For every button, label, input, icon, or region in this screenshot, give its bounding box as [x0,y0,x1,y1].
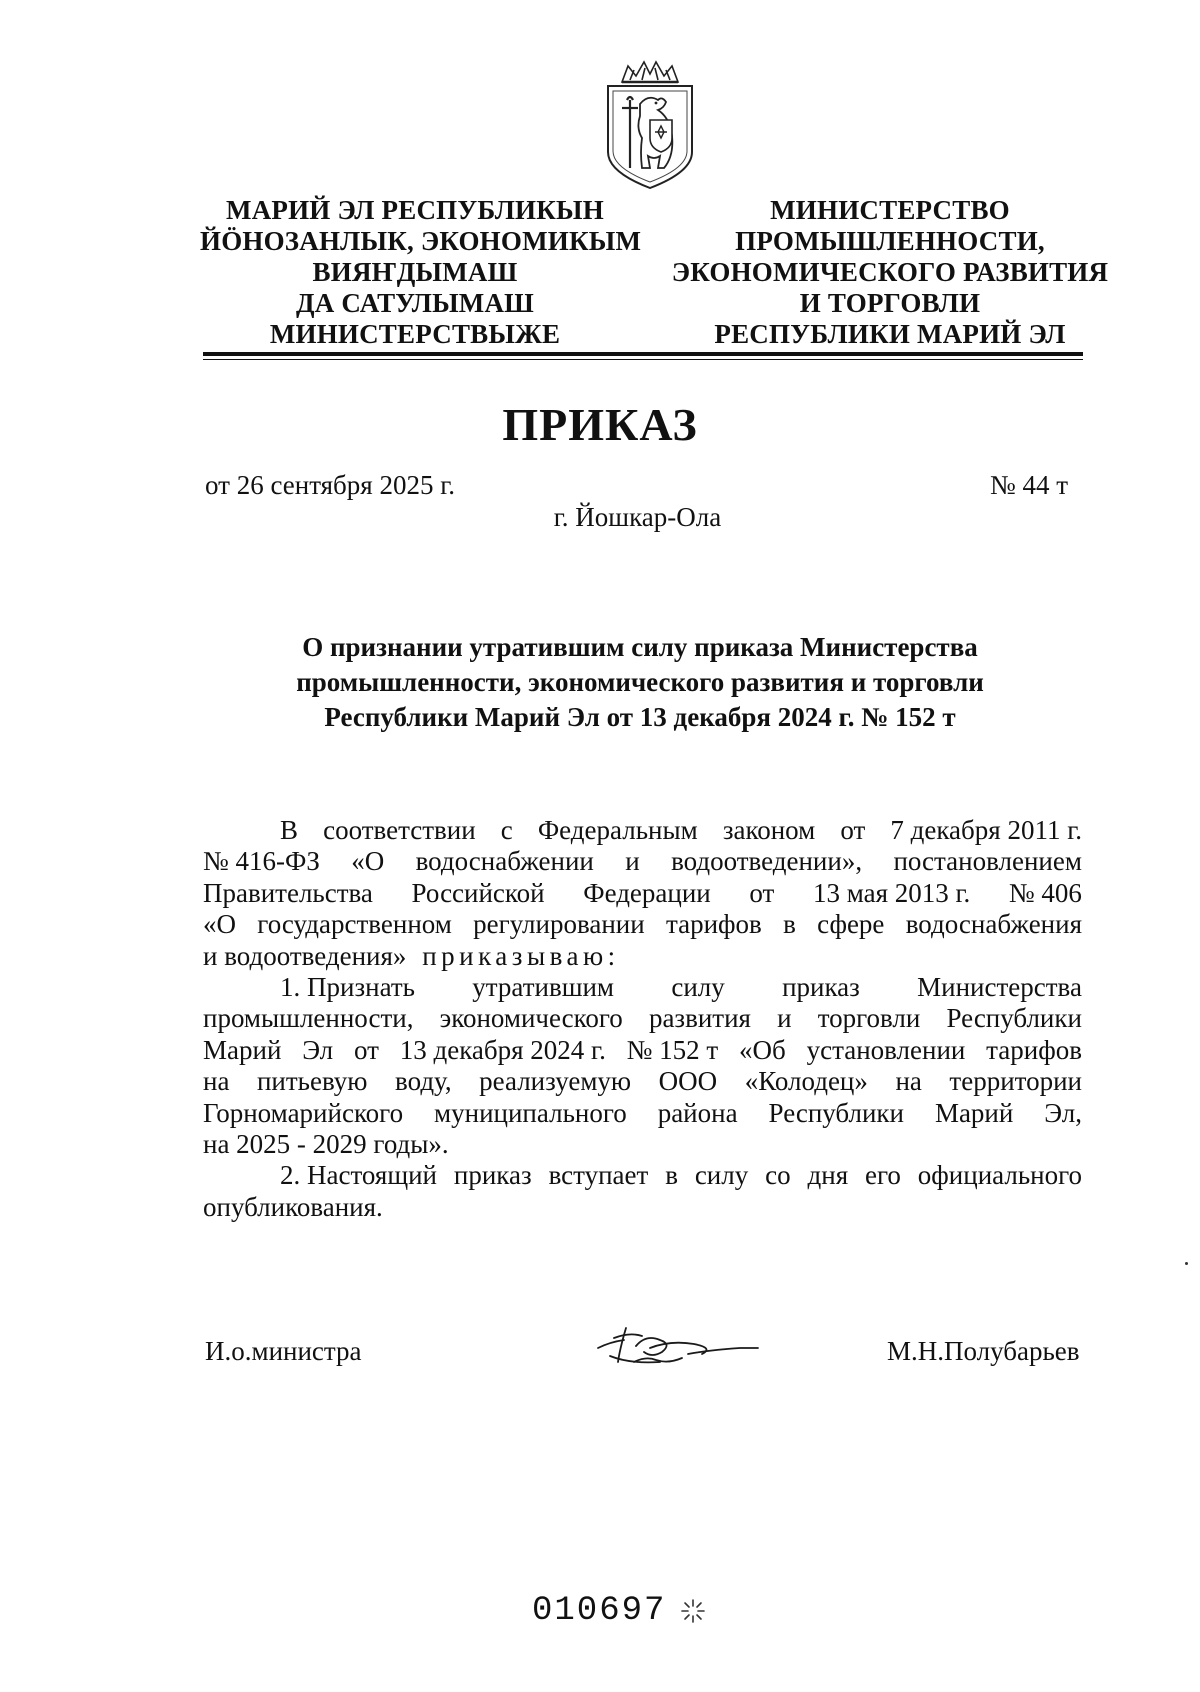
body-word: официального [917,1160,1082,1191]
header-left-line: МИНИСТЕРСТВЫЖЕ [269,319,561,349]
header-right-line: ЭКОНОМИЧЕСКОГО РАЗВИТИЯ [671,257,1109,287]
signatory-name: М.Н.Полубарьев [887,1336,1080,1366]
body-word: регулировании [473,909,645,940]
body-word: Правительства [203,877,373,908]
body-word: Российской [411,877,545,908]
body-line [203,815,1082,846]
body-word: на [895,1066,922,1097]
body-line [203,1066,1082,1097]
document-body [203,815,1082,1223]
body-word: воду, [395,1066,452,1097]
body-line [203,972,1082,1003]
body-word: Федерации [583,877,711,908]
header-left-column [200,195,642,350]
body-word: силу [694,1160,749,1191]
subject-line: О признании утратившим силу приказа Министерства [302,632,978,662]
coat-of-arms-icon [600,60,700,195]
body-word: Эл, [1044,1097,1082,1128]
scan-speck [1185,1262,1188,1265]
document-title: ПРИКАЗ [502,399,698,450]
body-word: со [765,1160,791,1191]
body-word: Республики [946,1003,1082,1034]
signatory-title: И.о.министра [205,1336,362,1366]
body-word: соответствии [323,815,476,845]
body-word: торговли [817,1003,921,1034]
header-left-line: МАРИЙ ЭЛ РЕСПУБЛИКЫН [226,195,604,225]
signature-icon [590,1318,760,1378]
body-word: развития [648,1003,751,1034]
document-number: № 44 т [990,470,1069,500]
body-text: и водоотведения» [203,940,407,971]
body-word: Эл [302,1034,334,1065]
body-word: вступает [548,1160,649,1191]
body-word: государственном [257,909,452,940]
body-word: дня [807,1160,849,1191]
header-left-line: ВИЯҤДЫМАШ [312,257,518,287]
body-word: тарифов [986,1034,1082,1065]
body-word: законом [722,815,816,845]
body-word: 13 мая 2013 г. [812,877,971,908]
body-word: установлении [806,1034,966,1065]
body-word: постановлением [893,846,1082,877]
body-word: В [280,815,299,845]
body-word: № 416-ФЗ [203,846,320,877]
body-word: промышленности, [203,1003,414,1034]
body-word: муниципального [434,1097,627,1128]
body-word: от [749,877,775,908]
body-word: 7 декабря 2011 г. [890,815,1082,845]
body-word: «Колодец» [744,1066,868,1097]
body-line [203,1035,1082,1066]
header-right-column [660,195,1120,350]
body-word: № 406 [1008,877,1082,908]
body-line [203,878,1082,909]
body-word: Федеральным [537,815,698,845]
subject-line: промышленности, экономического развития и торговли [296,667,984,697]
body-line [203,909,1082,940]
body-word: питьевую [256,1066,368,1097]
serial-number: 010697 [532,1592,667,1630]
body-line: на 2025 - 2029 годы». [203,1129,449,1160]
body-word: реализуемую [479,1066,632,1097]
document-subject [200,630,1080,735]
header-right-line: ПРОМЫШЛЕННОСТИ, [735,226,1045,256]
body-line [203,846,1082,877]
body-word: на [203,1066,230,1097]
header-divider-thick [203,352,1083,356]
body-word: водоснабжении [415,846,594,877]
header-right-line: РЕСПУБЛИКИ МАРИЙ ЭЛ [714,319,1066,349]
body-word: силу [671,972,725,1003]
body-word: № 152 т [626,1034,719,1065]
body-word: сфере [817,909,885,940]
body-word: «О [351,846,385,877]
body-word: тарифов [665,909,762,940]
body-word: 13 декабря 2024 г. [399,1034,606,1065]
body-word: и [777,1003,792,1034]
body-word: Марий [934,1097,1014,1128]
body-word: от [353,1034,379,1065]
snowflake-icon [680,1598,706,1624]
body-word: водоотведении», [671,846,863,877]
body-word: от [840,815,866,845]
body-word: его [865,1160,901,1191]
body-word: в [783,909,796,940]
body-word: с [500,815,513,845]
document-date: от 26 сентября 2025 г. [205,470,455,500]
body-word: Горномарийского [203,1097,404,1128]
body-word: «О [203,909,236,940]
body-line [203,1098,1082,1129]
body-word: и [625,846,640,877]
body-word: Марий [203,1034,282,1065]
body-word: ООО [658,1066,718,1097]
header-right-line: И ТОРГОВЛИ [799,288,981,318]
header-divider-thin [203,359,1083,360]
body-word: в [665,1160,678,1191]
header-right-line: МИНИСТЕРСТВО [770,195,1010,225]
body-word: приказ [782,972,860,1003]
body-word: района [657,1097,738,1128]
subject-line: Республики Марий Эл от 13 декабря 2024 г. № 152 т [324,702,956,732]
body-word: утратившим [472,972,615,1003]
body-word: 1. Признать [280,972,415,1003]
body-line: опубликования. [203,1191,383,1222]
body-word: водоснабжения [905,909,1082,940]
body-word: Республики [768,1097,904,1128]
body-line [203,1003,1082,1034]
body-line [203,1160,1082,1191]
body-word: Министерства [917,972,1082,1003]
body-word: 2. Настоящий [280,1160,438,1191]
body-word: «Об [739,1034,786,1065]
body-word: экономического [439,1003,623,1034]
header-left-line: ЙӦНОЗАНЛЫК, ЭКОНОМИКЫМ [200,226,642,256]
body-word: приказ [453,1160,532,1191]
body-line [203,941,1082,972]
document-city: г. Йошкар-Ола [553,502,722,532]
body-word: территории [949,1066,1082,1097]
header-left-line: ДА САТУЛЫМАШ [295,288,535,318]
body-text-spaced: приказываю: [422,940,620,971]
